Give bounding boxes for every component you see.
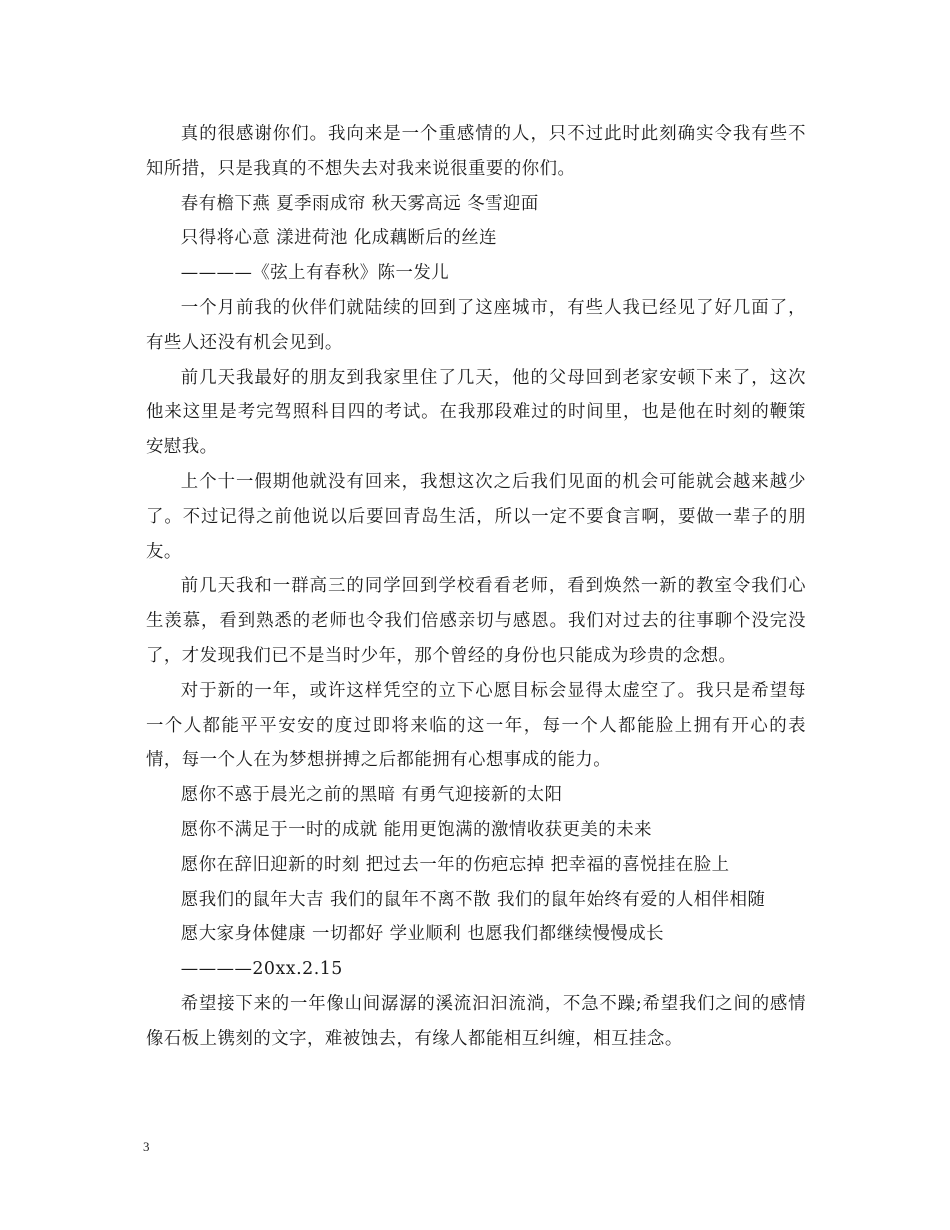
paragraph-thanks: 真的很感谢你们。我向来是一个重感情的人，只不过此时此刻确实令我有些不知所措，只是我真的不想失去对我来说很重要的你们。 [146,124,806,179]
paragraph-friends-return: 一个月前我的伙伴们就陆续的回到了这座城市，有些人我已经见了好几面了，有些人还没有机会见到。 [146,297,806,353]
page-number: 3 [143,1139,150,1154]
wish-line-1: 愿你不惑于晨光之前的黑暗 有勇气迎接新的太阳 [180,785,563,806]
lyric-attribution: ————《弦上有春秋》陈一发儿 [180,263,450,284]
paragraph-new-year-wish: 对于新的一年，或许这样凭空的立下心愿目标会显得太虚空了。我只是希望每一个人都能平平安安的度过即将来临的这一年，每一个人都能脸上拥有开心的表情，每一个人在为梦想拼搏之后都能拥有心想事成的能力。 [146,680,806,771]
wish-line-3: 愿你在辞旧迎新的时刻 把过去一年的伤疤忘掉 把幸福的喜悦挂在脸上 [180,854,730,875]
paragraph-holiday: 上个十一假期他就没有回来，我想这次之后我们见面的机会可能就会越来越少了。不过记得之前他说以后要回青岛生活，所以一定不要食言啊，要做一辈子的朋友。 [146,471,806,562]
date-signature: ————20xx.2.15 [180,959,343,980]
document-body [146,117,806,1057]
paragraph-school-visit: 前几天我和一群高三的同学回到学校看看老师，看到焕然一新的教室令我们心生羡慕，看到熟悉的老师也令我们倍感亲切与感恩。我们对过去的往事聊个没完没了，才发现我们已不是当时少年，那个曾经的身份也只能成为珍贵的念想。 [146,576,806,666]
lyric-line-2: 只得将心意 漾进荷池 化成藕断后的丝连 [180,228,497,249]
lyric-line-1: 春有檐下燕 夏季雨成帘 秋天雾高远 冬雪迎面 [180,193,539,214]
wish-line-4: 愿我们的鼠年大吉 我们的鼠年不离不散 我们的鼠年始终有爱的人相伴相随 [180,889,766,910]
wish-line-2: 愿你不满足于一时的成就 能用更饱满的激情收获更美的未来 [180,819,652,840]
paragraph-best-friend: 前几天我最好的朋友到我家里住了几天，他的父母回到老家安顿下来了，这次他来这里是考完驾照科目四的考试。在我那段难过的时间里，也是他在时刻的鞭策安慰我。 [146,367,806,458]
paragraph-closing-hope: 希望接下来的一年像山间潺潺的溪流汩汩流淌，不急不躁;希望我们之间的感情像石板上镌刻的文字，难被蚀去，有缘人都能相互纠缠，相互挂念。 [146,993,806,1049]
wish-line-5: 愿大家身体健康 一切都好 学业顺利 也愿我们都继续慢慢成长 [180,924,665,945]
